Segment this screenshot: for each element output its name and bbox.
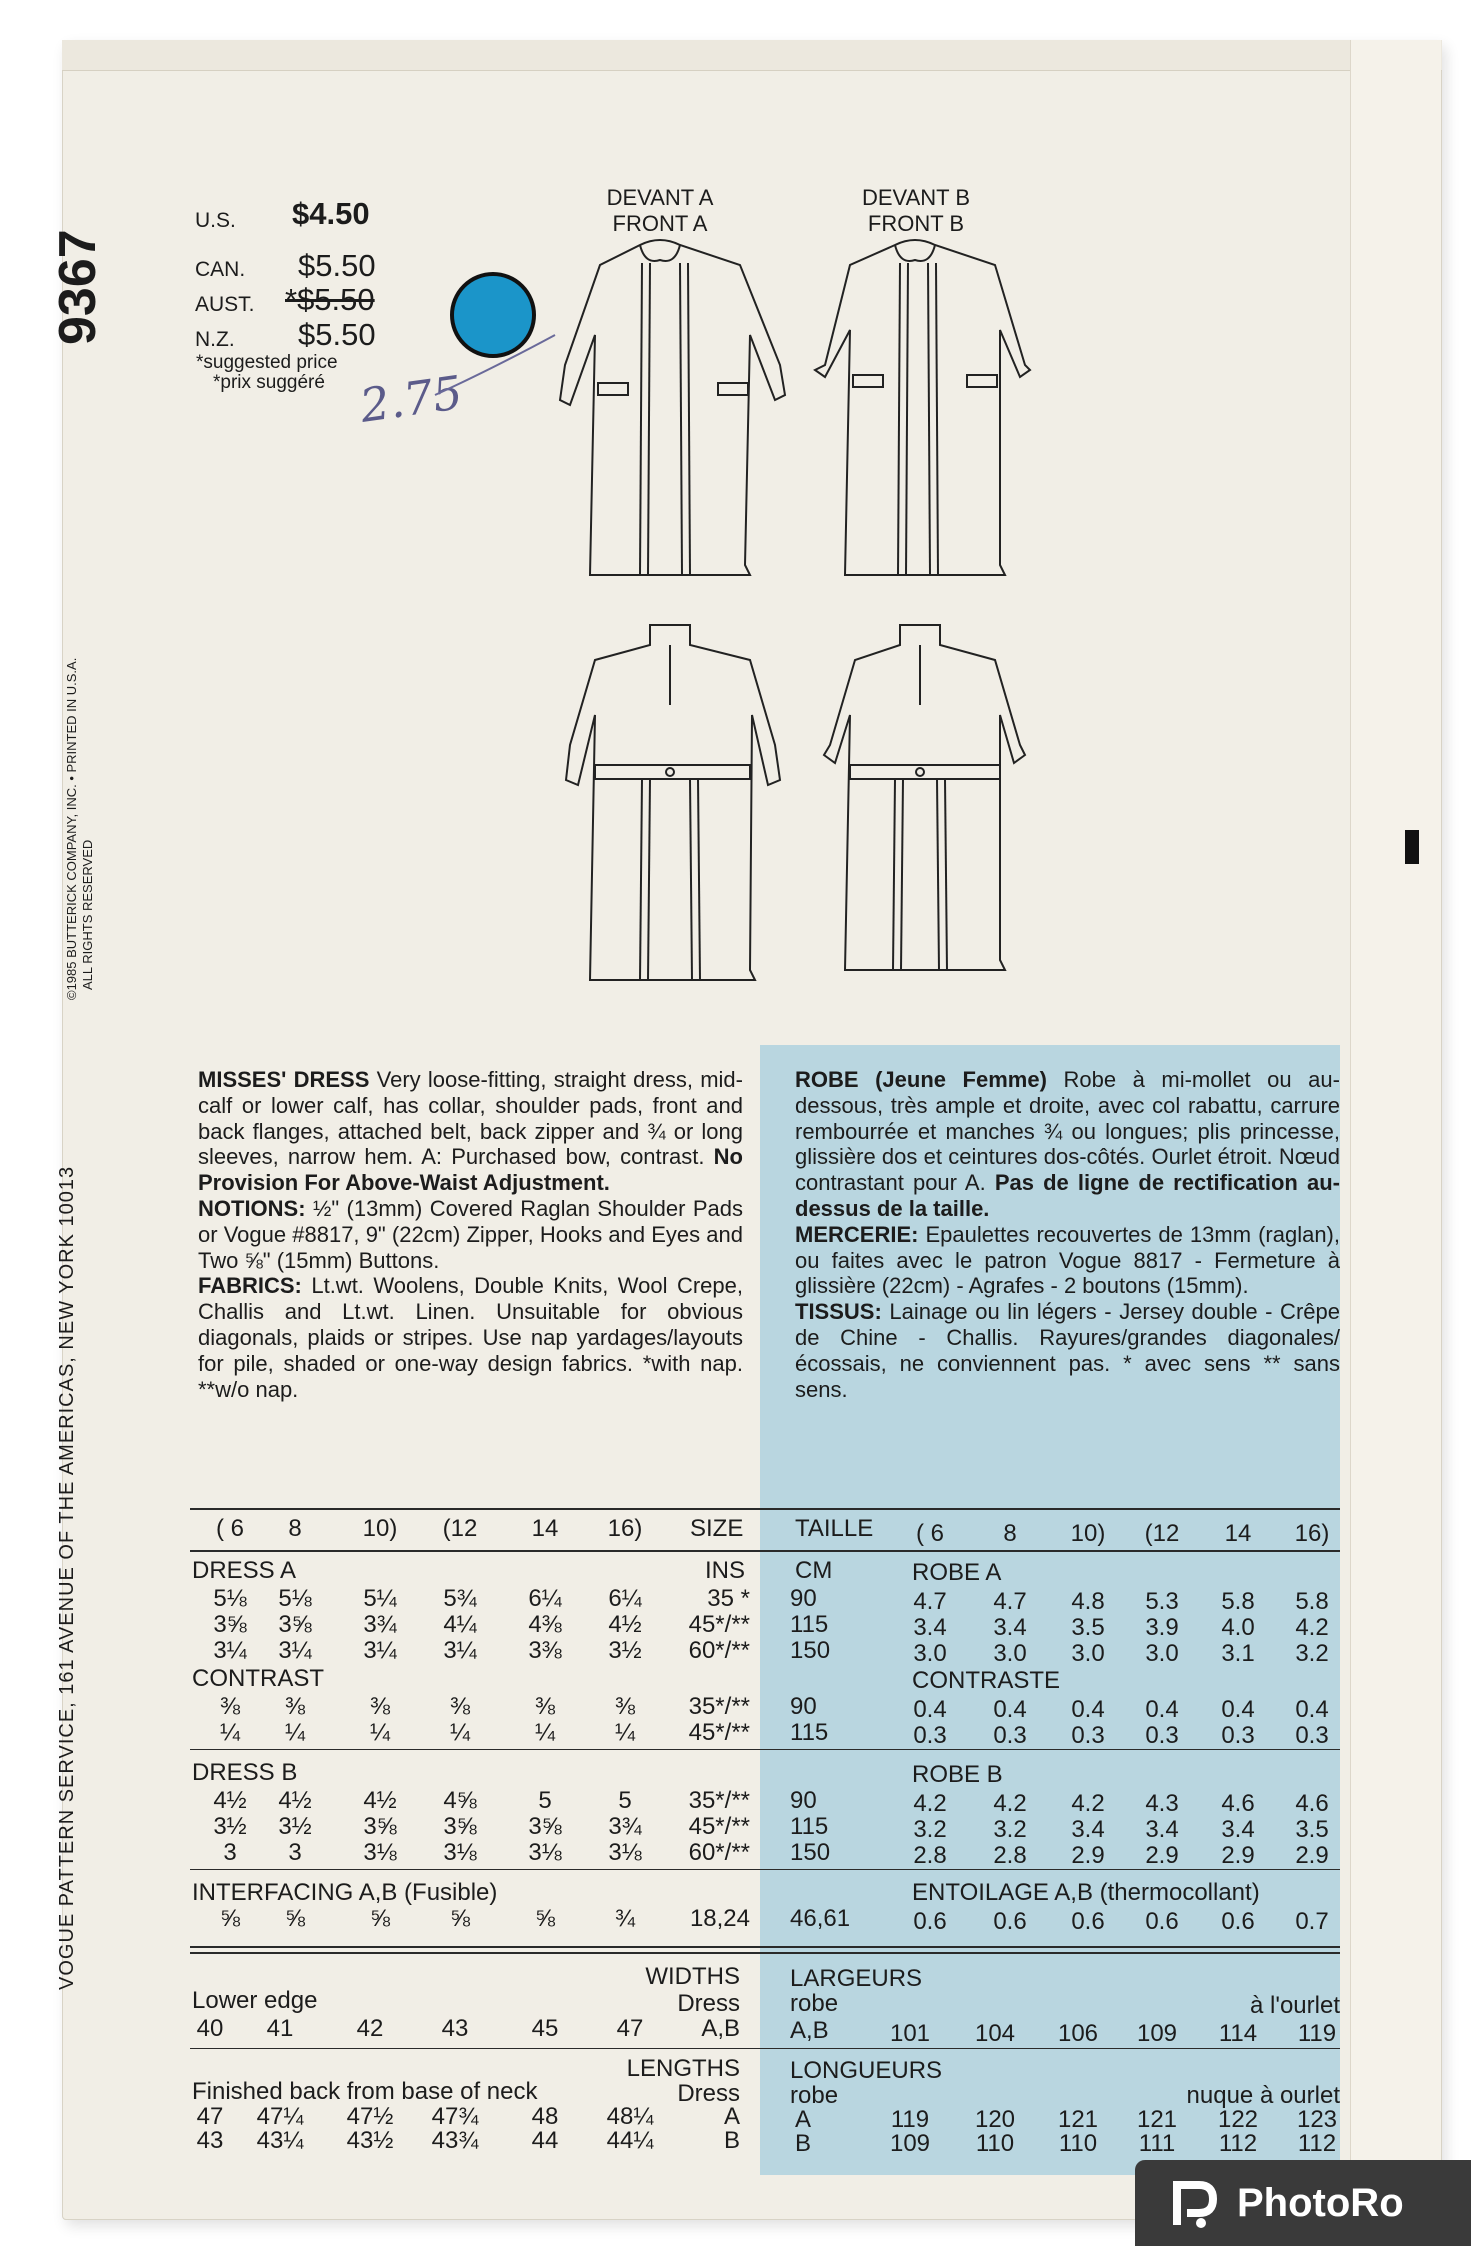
price-value-us: $4.50 xyxy=(292,196,370,231)
yardage-width-cm: 150 xyxy=(790,1839,831,1866)
yardage-cell-fr: 5.8 xyxy=(1295,1588,1329,1615)
yardage-cell-en: 3⅝ xyxy=(278,1611,312,1638)
size-header-fr: ( 6 xyxy=(915,1520,944,1547)
yardage-cell-en: ¼ xyxy=(369,1719,390,1746)
yardage-cell-fr: 4.0 xyxy=(1221,1614,1255,1641)
yardage-cell-en: ⅝ xyxy=(284,1905,305,1932)
width-cell-fr: 119 xyxy=(1297,2020,1337,2047)
yardage-cell-en: ¼ xyxy=(449,1719,470,1746)
table-double-rule-2 xyxy=(190,1952,1340,1954)
yardage-cell-fr: 3.2 xyxy=(1295,1640,1329,1667)
length-view-fr: A xyxy=(795,2106,812,2133)
length-cell-fr: 121 xyxy=(1057,2106,1099,2133)
yardage-cell-fr: 4.2 xyxy=(913,1790,947,1817)
yardage-width-cm: 90 xyxy=(790,1787,817,1814)
front-a-outline xyxy=(560,240,785,575)
widths-ab-label: A,B xyxy=(701,2015,740,2042)
length-cell-fr: 119 xyxy=(890,2106,930,2133)
yardage-cell-fr: 0.6 xyxy=(1145,1908,1179,1935)
size-header-en: 8 xyxy=(288,1515,302,1542)
length-view-en: B xyxy=(723,2127,740,2154)
envelope-flap xyxy=(62,40,1442,71)
yardage-width-ins: 35*/** xyxy=(688,1693,750,1720)
yardage-cell-en: ⅜ xyxy=(219,1693,240,1720)
width-cell-en: 45 xyxy=(531,2015,559,2042)
yardage-cell-en: ⅝ xyxy=(219,1905,240,1932)
widths-ourlet-label: à l'ourlet xyxy=(1250,1992,1340,2019)
desc-en-title: MISSES' DRESS xyxy=(198,1067,370,1092)
size-header-fr: 16) xyxy=(1294,1520,1330,1547)
yardage-cell-en: 6¼ xyxy=(608,1585,642,1612)
yardage-cell-fr: 0.6 xyxy=(993,1908,1027,1935)
yardage-cell-en: 6¼ xyxy=(528,1585,562,1612)
section-label-en: DRESS B xyxy=(192,1759,298,1786)
yardage-cell-fr: 3.0 xyxy=(1145,1640,1179,1667)
yardage-cell-en: 3¼ xyxy=(443,1637,477,1664)
length-cell-en: 43 xyxy=(196,2127,224,2154)
yardage-cell-fr: 0.4 xyxy=(913,1696,947,1723)
size-header-fr: 14 xyxy=(1224,1520,1252,1547)
yardage-cell-fr: 5.8 xyxy=(1221,1588,1255,1615)
yardage-cell-en: 3⅛ xyxy=(528,1839,562,1866)
length-cell-en: 47 xyxy=(196,2103,224,2130)
yardage-width-cm: 90 xyxy=(790,1585,817,1612)
yardage-cell-en: 3⅝ xyxy=(443,1813,477,1840)
yardage-cell-en: ⅝ xyxy=(449,1905,470,1932)
yardage-cell-fr: 5.3 xyxy=(1145,1588,1179,1615)
yardage-cell-en: 4½ xyxy=(608,1611,642,1638)
yardage-width-ins: 60*/** xyxy=(688,1637,750,1664)
yardage-width-ins: 35 * xyxy=(707,1585,750,1612)
yardage-cell-en: ⅜ xyxy=(449,1693,470,1720)
yardage-cell-fr: 0.7 xyxy=(1295,1908,1329,1935)
table-double-rule-1 xyxy=(190,1946,1340,1948)
yardage-cell-fr: 4.7 xyxy=(993,1588,1027,1615)
yardage-cell-fr: 0.6 xyxy=(1221,1908,1255,1935)
yardage-cell-fr: 4.2 xyxy=(1295,1614,1329,1641)
yardage-cell-fr: 4.3 xyxy=(1145,1790,1179,1817)
desc-en-notions-label: NOTIONS: xyxy=(198,1195,306,1221)
length-view-fr: B xyxy=(795,2130,812,2157)
yardage-width-cm: 90 xyxy=(790,1693,817,1720)
yardage-cell-fr: 3.2 xyxy=(993,1816,1027,1843)
section-label-en: CONTRAST xyxy=(192,1665,324,1692)
yardage-cell-fr: 3.4 xyxy=(1071,1816,1105,1843)
yardage-cell-fr: 3.4 xyxy=(913,1614,947,1641)
back-b-outline xyxy=(824,625,1025,970)
yardage-cell-fr: 3.4 xyxy=(1221,1816,1255,1843)
view-a-en-label: FRONT A xyxy=(612,211,708,236)
photoroom-text: PhotoRo xyxy=(1237,2180,1404,2225)
section-label-fr: ENTOILAGE A,B (thermocollant) xyxy=(912,1879,1260,1906)
yardage-cell-en: ¼ xyxy=(614,1719,635,1746)
back-a-outline xyxy=(566,625,780,980)
length-cell-en: 43¼ xyxy=(256,2127,304,2154)
yardage-cell-fr: 0.3 xyxy=(1221,1722,1255,1749)
yardage-cell-fr: 4.6 xyxy=(1221,1790,1255,1817)
yardage-cell-fr: 4.2 xyxy=(993,1790,1027,1817)
size-header-fr: (12 xyxy=(1144,1520,1180,1547)
yardage-cell-fr: 0.4 xyxy=(993,1696,1027,1723)
size-header-en: (12 xyxy=(442,1515,478,1542)
yardage-cell-en: 3⅝ xyxy=(363,1813,397,1840)
desc-en-notions: ½" (13mm) Covered Raglan Shoulder Pads or Vogue #8817, 9" (22cm) Zipper, Hooks and Eyes and Two ⅝" (15mm) Buttons. xyxy=(198,1195,743,1273)
yardage-cell-en: 5 xyxy=(538,1787,552,1814)
section-rule xyxy=(190,1869,1340,1870)
yardage-cell-fr: 4.7 xyxy=(913,1588,947,1615)
length-cell-en: 43½ xyxy=(346,2127,394,2154)
yardage-cell-en: 5¾ xyxy=(443,1585,477,1612)
size-header-en: 10) xyxy=(362,1515,398,1542)
yardage-cell-en: 4½ xyxy=(363,1787,397,1814)
length-cell-fr: 109 xyxy=(889,2130,931,2157)
yardage-cell-fr: 2.9 xyxy=(1221,1842,1255,1869)
yardage-width-cm: 115 xyxy=(790,1611,829,1638)
yardage-cell-en: 3⅝ xyxy=(528,1813,562,1840)
yardage-cell-fr: 3.4 xyxy=(993,1614,1027,1641)
taille-label: TAILLE xyxy=(795,1515,874,1542)
yardage-cell-fr: 0.6 xyxy=(1071,1908,1105,1935)
lower-edge-label: Lower edge xyxy=(192,1987,318,2014)
view-b-en-label: FRONT B xyxy=(867,211,965,236)
section-label-fr: ROBE B xyxy=(912,1761,1003,1788)
length-cell-en: 47¾ xyxy=(431,2103,479,2130)
width-cell-fr: 104 xyxy=(974,2020,1016,2047)
yardage-width-ins: 18,24 xyxy=(689,1905,750,1932)
yardage-cell-fr: 2.9 xyxy=(1295,1842,1329,1869)
width-cell-fr: 101 xyxy=(889,2020,931,2047)
section-label-en: DRESS A xyxy=(192,1557,297,1584)
price-value-can: $5.50 xyxy=(298,248,376,283)
size-header-en: 16) xyxy=(607,1515,643,1542)
view-b-fr-label: DEVANT B xyxy=(862,185,970,210)
length-cell-en: 48 xyxy=(531,2103,559,2130)
price-label-us: U.S. xyxy=(195,209,236,232)
yardage-cell-en: ⅜ xyxy=(369,1693,390,1720)
lengths-dress-label: Dress xyxy=(677,2080,740,2107)
lengths-nuque-label: nuque à ourlet xyxy=(1186,2082,1340,2109)
desc-en-bold: No Provision For Above-Waist Adjustment. xyxy=(198,1144,743,1196)
photoroom-logo-icon xyxy=(1165,2173,1225,2233)
section-label-fr: CONTRASTE xyxy=(912,1667,1061,1694)
length-cell-fr: 112 xyxy=(1297,2130,1337,2157)
yardage-cell-fr: 3.5 xyxy=(1295,1816,1329,1843)
yardage-cell-en: 3¾ xyxy=(608,1813,642,1840)
yardage-cell-fr: 2.8 xyxy=(993,1842,1027,1869)
desc-fr-text: Robe à mi-mollet ou au-dessous, très ample et droite, avec col rabattu, carrure rembourrée et manches ¾ ou longues; plis princesse, glissière dos et ceintures dos-côtés. Ourlet étroit. Nœud contrastant pour A. xyxy=(795,1067,1340,1196)
lengths-robe-label: robe xyxy=(790,2082,839,2109)
front-b-outline xyxy=(815,240,1030,575)
photoroom-watermark xyxy=(1135,2160,1471,2246)
size-header-en: 14 xyxy=(531,1515,559,1542)
yardage-cell-fr: 0.4 xyxy=(1071,1696,1105,1723)
yardage-width-ins: 45*/** xyxy=(688,1719,750,1746)
length-cell-fr: 110 xyxy=(1058,2130,1098,2157)
length-cell-fr: 123 xyxy=(1296,2106,1338,2133)
yardage-cell-fr: 0.4 xyxy=(1145,1696,1179,1723)
yardage-cell-en: 4⅜ xyxy=(528,1611,562,1638)
yardage-cell-en: 3⅝ xyxy=(213,1611,247,1638)
section-rule xyxy=(190,1749,1340,1750)
yardage-cell-fr: 0.3 xyxy=(1071,1722,1105,1749)
registration-mark xyxy=(1405,830,1419,864)
length-cell-en: 44 xyxy=(531,2127,559,2154)
length-cell-fr: 120 xyxy=(974,2106,1016,2133)
width-cell-en: 42 xyxy=(356,2015,384,2042)
yardage-cell-en: 3¼ xyxy=(363,1637,397,1664)
price-label-nz: N.Z. xyxy=(195,328,235,351)
yardage-cell-fr: 0.4 xyxy=(1295,1696,1329,1723)
section-label-en: INTERFACING A,B (Fusible) xyxy=(192,1879,498,1906)
yardage-cell-fr: 3.0 xyxy=(1071,1640,1105,1667)
yardage-cell-fr: 0.4 xyxy=(1221,1696,1255,1723)
length-cell-en: 47¼ xyxy=(256,2103,304,2130)
yardage-width-ins: 45*/** xyxy=(688,1813,750,1840)
yardage-cell-en: 5⅛ xyxy=(278,1585,312,1612)
desc-en-fabrics: Lt.wt. Woolens, Double Knits, Wool Crepe, Challis and Lt.wt. Linen. Unsuitable for obvious diagonals, plaids or stripes. Use nap yardages/layouts for pile, shaded or one-way design fabrics. *with nap. **w/o nap. xyxy=(198,1273,743,1402)
yardage-cell-fr: 2.9 xyxy=(1071,1842,1105,1869)
yardage-width-cm: 115 xyxy=(790,1719,829,1746)
length-cell-fr: 110 xyxy=(975,2130,1015,2157)
width-cell-en: 40 xyxy=(196,2015,224,2042)
yardage-cell-en: 3¾ xyxy=(363,1611,397,1638)
size-label: SIZE xyxy=(690,1515,744,1542)
yardage-cell-en: ⅝ xyxy=(534,1905,555,1932)
yardage-cell-fr: 3.1 xyxy=(1221,1640,1255,1667)
yardage-cell-fr: 3.5 xyxy=(1071,1614,1105,1641)
length-cell-en: 44¼ xyxy=(606,2127,654,2154)
yardage-width-ins: 60*/** xyxy=(688,1839,750,1866)
price-label-aust: AUST. xyxy=(195,293,255,316)
widths-title-fr: LARGEURS xyxy=(790,1965,923,1992)
table-header-rule xyxy=(190,1550,1340,1552)
width-cell-fr: 106 xyxy=(1057,2020,1099,2047)
yardage-cell-en: ⅜ xyxy=(534,1693,555,1720)
length-cell-en: 43¾ xyxy=(431,2127,479,2154)
description-english xyxy=(198,1067,743,1402)
length-cell-fr: 111 xyxy=(1138,2130,1176,2157)
width-cell-en: 41 xyxy=(266,2015,294,2042)
desc-en-text: Very loose-fitting, straight dress, mid-calf or lower calf, has collar, shoulder pads, front and back flanges, attached belt, back zipper and ¾ or long sleeves, narrow hem. A: Purchased bow, contrast. xyxy=(198,1067,743,1170)
width-cell-fr: 109 xyxy=(1136,2020,1178,2047)
ins-label: INS xyxy=(705,1557,746,1584)
yardage-cell-en: ⅜ xyxy=(614,1693,635,1720)
yardage-cell-en: 4¼ xyxy=(443,1611,477,1638)
width-cell-en: 47 xyxy=(616,2015,644,2042)
section-label-fr: ROBE A xyxy=(912,1559,1002,1586)
yardage-cell-en: 5¼ xyxy=(363,1585,397,1612)
lengths-title: LENGTHS xyxy=(626,2055,740,2082)
yardage-cell-fr: 3.0 xyxy=(913,1640,947,1667)
length-cell-en: 48¼ xyxy=(606,2103,654,2130)
yardage-cell-fr: 3.0 xyxy=(993,1640,1027,1667)
yardage-cell-en: 3½ xyxy=(213,1813,247,1840)
yardage-cell-en: ¾ xyxy=(614,1905,635,1932)
yardage-cell-en: 3⅜ xyxy=(528,1637,562,1664)
desc-fr-fabrics: Lainage ou lin légers - Jersey double - Crêpe de Chine - Challis. Rayures/grandes diagonales/écossais, ne conviennent pas. * avec sens ** sans sens. xyxy=(795,1299,1340,1402)
desc-fr-title: ROBE (Jeune Femme) xyxy=(795,1067,1047,1092)
yardage-width-cm: 46,61 xyxy=(790,1905,851,1932)
desc-fr-notions: Epaulettes recouvertes de 13mm (raglan), ou faites avec le patron Vogue 8817 - Fermeture à glissière (22cm) - Agrafes - 2 boutons (15mm). xyxy=(795,1221,1340,1299)
yardage-cell-en: 3¼ xyxy=(213,1637,247,1664)
yardage-cell-en: 5⅛ xyxy=(213,1585,247,1612)
size-header-en: ( 6 xyxy=(215,1515,244,1542)
prix-suggere-note: *prix suggéré xyxy=(213,372,325,393)
yardage-cell-en: 4½ xyxy=(278,1787,312,1814)
length-cell-fr: 112 xyxy=(1218,2130,1258,2157)
cm-label: CM xyxy=(795,1557,833,1584)
rights-text: ALL RIGHTS RESERVED xyxy=(80,839,95,990)
yardage-cell-en: ¼ xyxy=(219,1719,240,1746)
widths-dress-label: Dress xyxy=(677,1990,740,2017)
price-value-nz: $5.50 xyxy=(298,317,376,352)
yardage-cell-fr: 4.6 xyxy=(1295,1790,1329,1817)
widths-robe-label: robe xyxy=(790,1990,839,2017)
desc-fr-notions-label: MERCERIE: xyxy=(795,1221,919,1247)
yardage-width-ins: 35*/** xyxy=(688,1787,750,1814)
envelope-right-edge xyxy=(1350,40,1441,2220)
publisher-address: VOGUE PATTERN SERVICE, 161 AVENUE OF THE AMERICAS, NEW YORK 10013 xyxy=(56,1165,78,1990)
table-top-rule xyxy=(190,1508,1340,1510)
length-view-en: A xyxy=(723,2103,740,2130)
yardage-cell-en: ⅝ xyxy=(369,1905,390,1932)
desc-en-fabrics-label: FABRICS: xyxy=(198,1273,302,1299)
width-cell-fr: 114 xyxy=(1218,2020,1258,2047)
price-label-can: CAN. xyxy=(195,258,246,281)
yardage-cell-fr: 2.8 xyxy=(913,1842,947,1869)
yardage-cell-en: ¼ xyxy=(534,1719,555,1746)
yardage-cell-fr: 3.4 xyxy=(1145,1816,1179,1843)
yardage-cell-en: ¼ xyxy=(284,1719,305,1746)
price-value-aust: *$5.50 xyxy=(285,282,375,317)
yardage-cell-fr: 0.6 xyxy=(913,1908,947,1935)
lengths-label: Finished back from base of neck xyxy=(192,2078,538,2105)
yardage-cell-en: 3⅛ xyxy=(363,1839,397,1866)
yardage-cell-en: 3⅛ xyxy=(608,1839,642,1866)
copyright-text: ©1985 BUTTERICK COMPANY, INC. • PRINTED IN U.S.A. xyxy=(64,657,79,1000)
length-cell-fr: 122 xyxy=(1217,2106,1259,2133)
yardage-cell-fr: 0.3 xyxy=(993,1722,1027,1749)
yardage-cell-en: 3⅛ xyxy=(443,1839,477,1866)
description-french xyxy=(795,1067,1340,1402)
yardage-cell-fr: 3.2 xyxy=(913,1816,947,1843)
yardage-cell-fr: 3.9 xyxy=(1145,1614,1179,1641)
yardage-cell-en: 3 xyxy=(223,1839,237,1866)
widths-rule xyxy=(190,2048,1340,2049)
yardage-cell-fr: 4.8 xyxy=(1071,1588,1105,1615)
yardage-cell-en: 4⅝ xyxy=(443,1787,477,1814)
yardage-width-cm: 150 xyxy=(790,1637,831,1664)
size-header-fr: 8 xyxy=(1003,1520,1017,1547)
view-a-fr-label: DEVANT A xyxy=(606,185,714,210)
length-cell-en: 47½ xyxy=(346,2103,394,2130)
size-header-fr: 10) xyxy=(1070,1520,1106,1547)
yardage-width-ins: 45*/** xyxy=(688,1611,750,1638)
yardage-cell-en: ⅜ xyxy=(284,1693,305,1720)
widths-title: WIDTHS xyxy=(645,1963,740,1990)
pattern-number: 9367 xyxy=(49,229,107,345)
lengths-title-fr: LONGUEURS xyxy=(790,2057,943,2084)
yardage-cell-en: 3 xyxy=(288,1839,302,1866)
yardage-cell-en: 3¼ xyxy=(278,1637,312,1664)
yardage-cell-fr: 0.3 xyxy=(1295,1722,1329,1749)
desc-fr-bold: Pas de ligne de rectification au-dessus de la taille. xyxy=(795,1170,1340,1221)
length-cell-fr: 121 xyxy=(1136,2106,1178,2133)
yardage-cell-en: 4½ xyxy=(213,1787,247,1814)
suggested-price-note: *suggested price xyxy=(196,352,338,373)
yardage-cell-fr: 0.3 xyxy=(913,1722,947,1749)
yardage-cell-fr: 4.2 xyxy=(1071,1790,1105,1817)
yardage-cell-fr: 0.3 xyxy=(1145,1722,1179,1749)
dress-technical-drawings xyxy=(530,235,1050,1005)
yardage-cell-en: 3½ xyxy=(608,1637,642,1664)
yardage-width-cm: 115 xyxy=(790,1813,829,1840)
yardage-cell-fr: 2.9 xyxy=(1145,1842,1179,1869)
widths-ab-fr-label: A,B xyxy=(790,2017,829,2044)
yardage-cell-en: 3½ xyxy=(278,1813,312,1840)
desc-fr-fabrics-label: TISSUS: xyxy=(795,1299,882,1325)
handwritten-price: 2.75 xyxy=(356,365,466,433)
width-cell-en: 43 xyxy=(441,2015,469,2042)
yardage-cell-en: 5 xyxy=(618,1787,632,1814)
